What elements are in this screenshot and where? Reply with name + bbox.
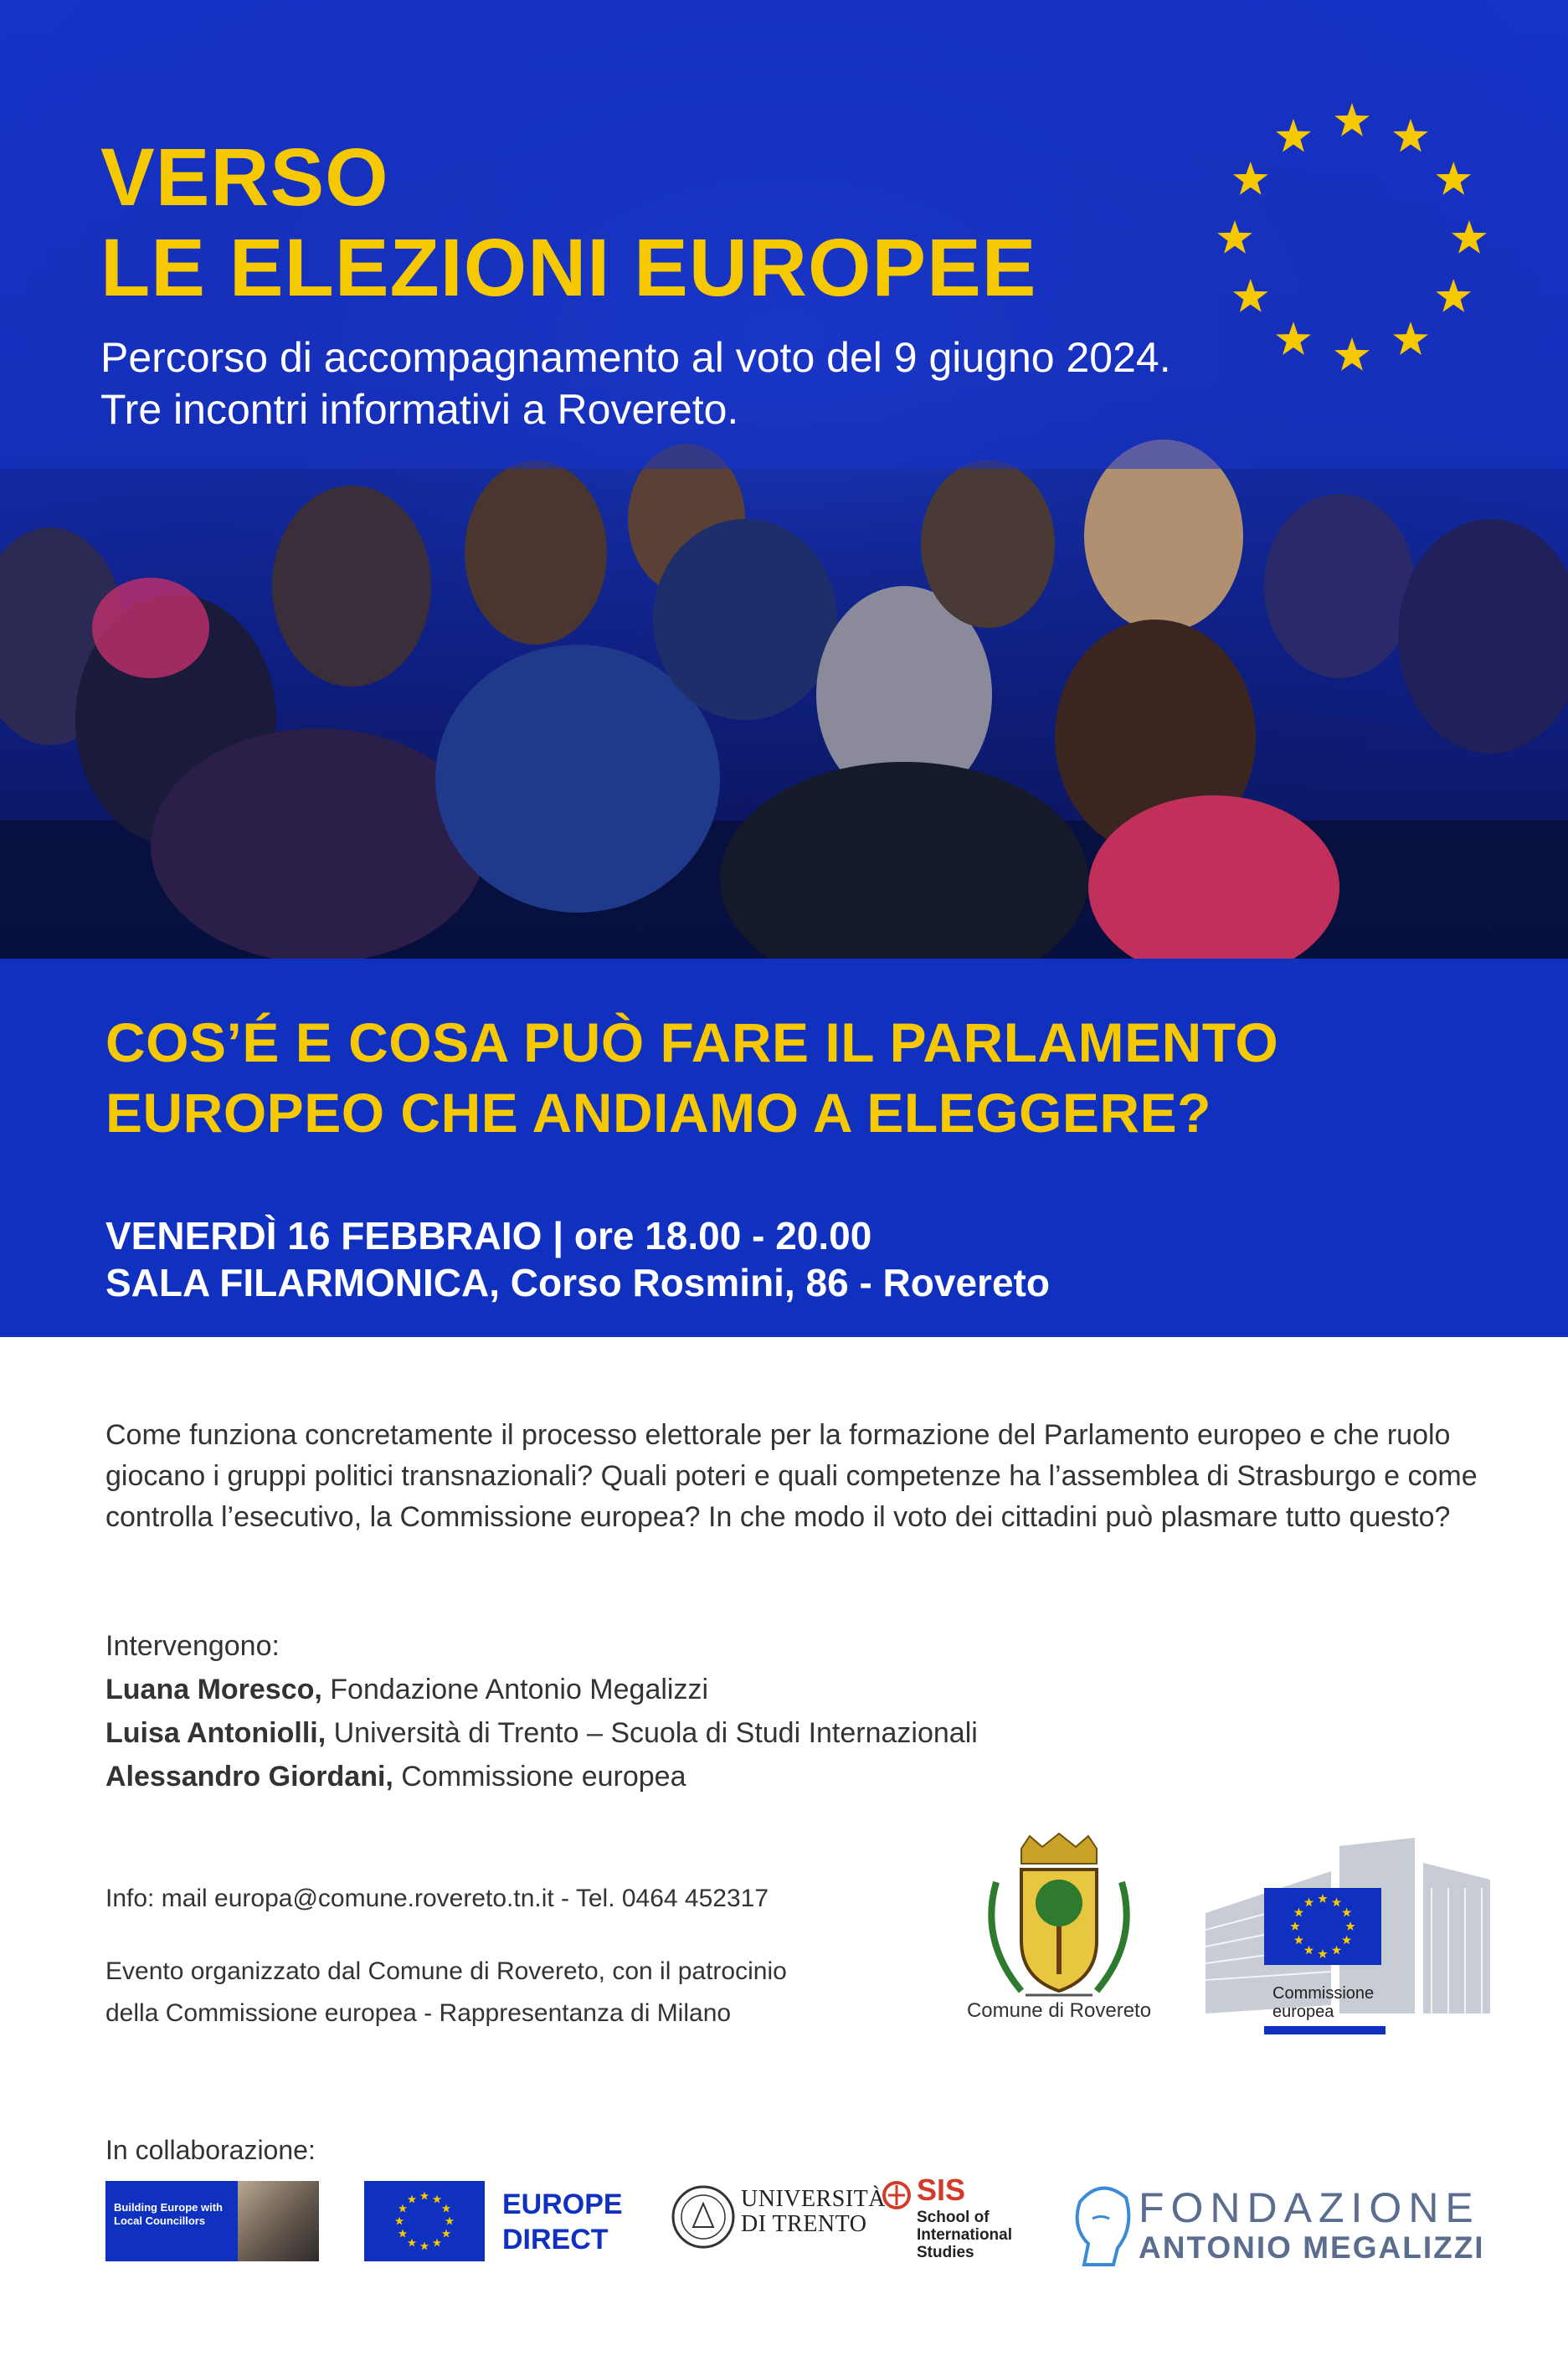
speaker-item bbox=[105, 1755, 978, 1798]
eu-star-icon bbox=[1276, 119, 1311, 152]
speaker-affiliation: Fondazione Antonio Megalizzi bbox=[321, 1674, 709, 1705]
contact-info: Info: mail europa@comune.rovereto.tn.it - Tel. 0464 452317 bbox=[105, 1885, 769, 1912]
organizer-line-2: della Commissione europea - Rappresentanza di Milano bbox=[105, 1999, 732, 2027]
hero-title-line-1: VERSO bbox=[100, 131, 389, 223]
europe-direct-line-2: DIRECT bbox=[502, 2224, 609, 2255]
event-description: Come funziona concretamente il processo elettorale per la formazione del Parlamento europeo e che ruolo giocano i gruppi politici transnazionali? Quali poteri e quali competenze ha l’assemblea di Strasburgo e come controlla l’esecutivo, la Commissione europea? In che modo il voto dei cittadini può plasmare tutto questo? bbox=[105, 1419, 1478, 1533]
eu-star-icon bbox=[1436, 162, 1471, 195]
eu-star-icon bbox=[1233, 279, 1268, 312]
organizer-line-1: Evento organizzato dal Comune di Rovereto, con il patrocinio bbox=[105, 1957, 787, 1985]
sis-line-3: Studies bbox=[917, 2244, 974, 2261]
speaker-item bbox=[105, 1711, 978, 1755]
speakers-list bbox=[105, 1624, 978, 1798]
speaker-name: Luisa Antoniolli, bbox=[105, 1717, 326, 1749]
sis-line-1: School of bbox=[917, 2209, 990, 2226]
eu-star-icon bbox=[1452, 220, 1487, 254]
speaker-affiliation: Commissione europea bbox=[393, 1761, 686, 1793]
fondazione-line-2: ANTONIO MEGALIZZI bbox=[1139, 2230, 1485, 2265]
ec-underline bbox=[1264, 2026, 1385, 2034]
europe-direct-text bbox=[502, 2187, 623, 2257]
building-europe-text bbox=[114, 2201, 223, 2228]
hero-subtitle-line-1: Percorso di accompagnamento al voto del 9 giugno 2024. bbox=[100, 334, 1171, 381]
unitn-line-1: UNIVERSITÀ bbox=[741, 2186, 886, 2212]
speaker-affiliation: Università di Trento – Scuola di Studi Internazionali bbox=[326, 1717, 978, 1749]
eu-star-icon bbox=[1334, 103, 1370, 136]
unitn-line-2: DI TRENTO bbox=[741, 2211, 867, 2237]
eu-star-icon bbox=[1393, 321, 1428, 355]
unitn-text bbox=[741, 2187, 886, 2237]
speaker-item bbox=[105, 1668, 978, 1711]
eu-star-icon bbox=[1233, 162, 1268, 195]
eu-star-icon bbox=[1276, 321, 1311, 355]
ec-label-line-2: europea bbox=[1272, 2003, 1334, 2021]
ec-label-line-1: Commissione bbox=[1272, 1984, 1375, 2003]
europe-direct-line-1: EUROPE bbox=[502, 2189, 623, 2220]
building-europe-logo bbox=[105, 2181, 319, 2261]
europe-direct-flag-icon bbox=[364, 2181, 485, 2261]
megalizzi-portrait-icon bbox=[1063, 2177, 1139, 2269]
eu-star-icon bbox=[1436, 279, 1471, 312]
event-question-line-1: COS’É E COSA PUÒ FARE IL PARLAMENTO bbox=[105, 1011, 1279, 1073]
hero-banner bbox=[0, 0, 1568, 959]
collaboration-heading: In collaborazione: bbox=[105, 2135, 316, 2165]
sis-acronym: SIS bbox=[917, 2173, 966, 2207]
event-venue: SALA FILARMONICA, Corso Rosmini, 86 - Rovereto bbox=[105, 1261, 1050, 1304]
sis-name bbox=[917, 2209, 1012, 2261]
speaker-name: Luana Moresco, bbox=[105, 1674, 322, 1705]
building-europe-photo bbox=[238, 2181, 319, 2261]
organizer-note bbox=[105, 1951, 926, 2034]
hero-title bbox=[100, 132, 1037, 313]
hero-subtitle bbox=[100, 332, 1171, 435]
speakers-heading: Intervengono: bbox=[105, 1630, 280, 1662]
eu-star-icon bbox=[1217, 220, 1252, 254]
sis-globe-icon bbox=[882, 2180, 912, 2210]
eu-stars-icon bbox=[1214, 100, 1490, 377]
fondazione-line-1: FONDAZIONE bbox=[1139, 2184, 1480, 2231]
sis-line-2: International bbox=[917, 2226, 1013, 2244]
event-question bbox=[105, 1007, 1278, 1148]
eu-star-icon bbox=[1393, 119, 1428, 152]
speaker-name: Alessandro Giordani, bbox=[105, 1761, 393, 1793]
ec-label bbox=[1272, 1984, 1374, 2021]
event-when bbox=[105, 1212, 1050, 1306]
event-question-line-2: EUROPEO CHE ANDIAMO A ELEGGERE? bbox=[105, 1082, 1211, 1144]
building-europe-line-1: Building Europe with bbox=[114, 2201, 223, 2214]
hero-subtitle-line-2: Tre incontri informativi a Rovereto. bbox=[100, 386, 739, 433]
hero-title-line-2: LE ELEZIONI EUROPEE bbox=[100, 222, 1037, 313]
building-europe-line-2: Local Councillors bbox=[114, 2214, 206, 2227]
rovereto-label: Comune di Rovereto bbox=[966, 1999, 1152, 2022]
event-date-time: VENERDÌ 16 FEBBRAIO | ore 18.00 - 20.00 bbox=[105, 1214, 872, 1258]
eu-star-icon bbox=[1334, 337, 1370, 371]
